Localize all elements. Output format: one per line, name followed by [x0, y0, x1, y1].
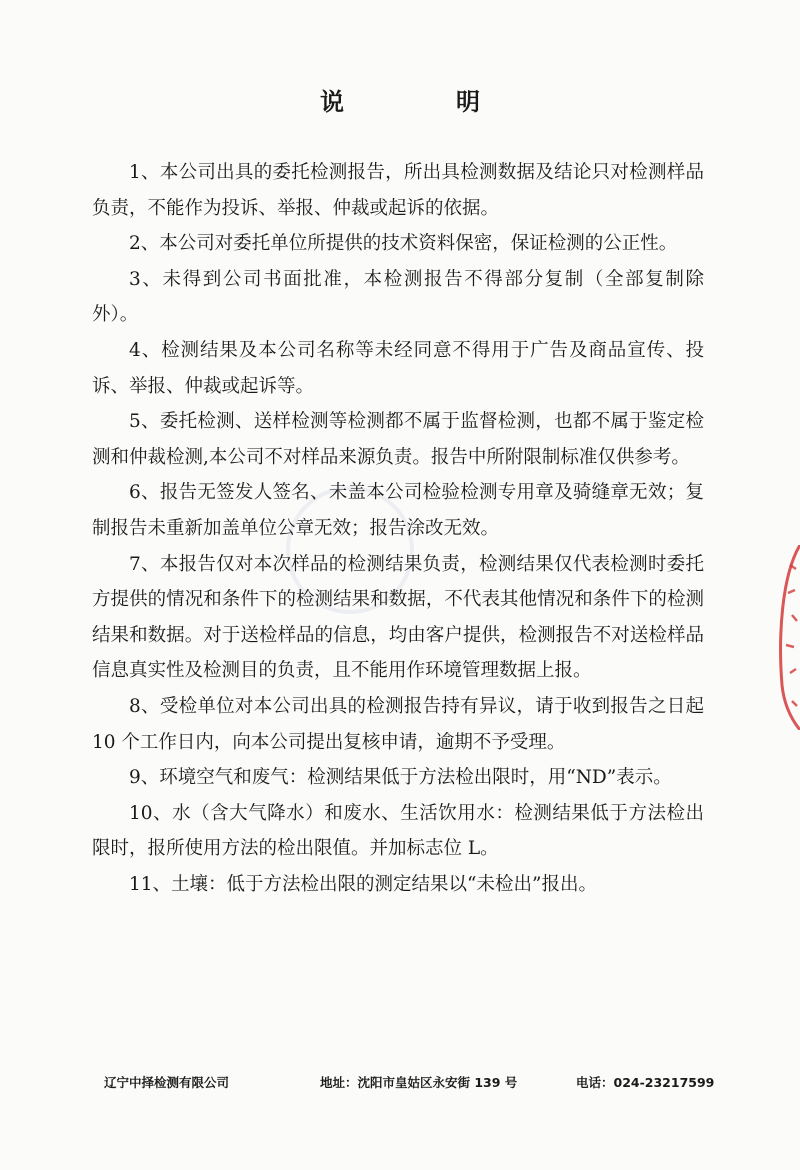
note-item-10: 10、水（含大气降水）和废水、生活饮用水：检测结果低于方法检出限时，报所使用方法的检出限值。并加标志位 L。	[92, 802, 704, 860]
note-item-6: 6、报告无签发人签名、未盖本公司检验检测专用章及骑缝章无效；复制报告未重新加盖单位公章无效；报告涂改无效。	[92, 482, 704, 539]
note-item-7: 7、本报告仅对本次样品的检测结果负责，检测结果仅代表检测时委托方提供的情况和条件下的检测结果和数据，不代表其他情况和条件下的检测结果和数据。对于送检样品的信息，均由客户提供，检测报告不对送检样品信息真实性及检测目的负责，且不能用作环境管理数据上报。	[92, 553, 704, 682]
note-item-3: 3、未得到公司书面批准，本检测报告不得部分复制（全部复制除外）。	[92, 268, 704, 326]
note-item-11: 11、土壤：低于方法检出限的测定结果以“未检出”报出。	[129, 873, 597, 895]
footer-company: 辽宁中择检测有限公司	[104, 1075, 230, 1090]
note-item-1: 1、本公司出具的委托检测报告，所出具检测数据及结论只对检测样品负责，不能作为投诉、举报、仲裁或起诉的依据。	[92, 162, 704, 219]
seam-seal-edge	[774, 545, 800, 730]
note-item-5: 5、委托检测、送样检测等检测都不属于监督检测，也都不属于鉴定检测和仲裁检测,本公司不对样品来源负责。报告中所附限制标准仅供参考。	[92, 411, 704, 468]
note-item-9: 9、环境空气和废气：检测结果低于方法检出限时，用“ND”表示。	[129, 767, 672, 789]
page-title: 说 明	[320, 87, 524, 116]
note-item-4: 4、检测结果及本公司名称等未经同意不得用于广告及商品宣传、投诉、举报、仲裁或起诉等。	[92, 339, 704, 397]
note-item-2: 2、本公司对委托单位所提供的技术资料保密，保证检测的公正性。	[129, 233, 678, 255]
notes-list	[92, 155, 704, 902]
page-footer	[0, 1073, 800, 1097]
footer-address: 地址：沈阳市皇姑区永安街 139 号	[320, 1075, 518, 1090]
note-item-8: 8、受检单位对本公司出具的检测报告持有异议，请于收到报告之日起 10 个工作日内，向本公司提出复核申请，逾期不予受理。	[92, 695, 704, 753]
footer-phone: 电话：024-23217599	[576, 1075, 715, 1090]
